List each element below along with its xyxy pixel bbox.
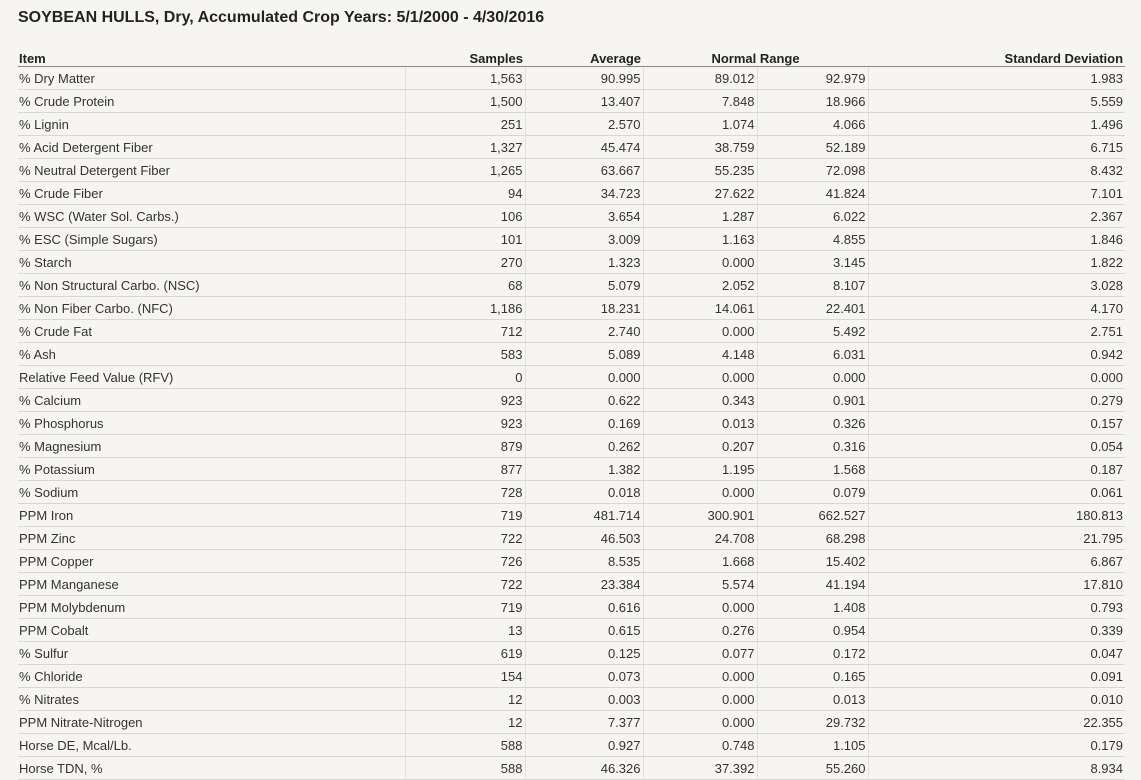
table-row <box>18 366 1125 389</box>
cell-standard-deviation: 1.822 <box>868 251 1125 274</box>
cell-normal-range-high: 0.326 <box>757 412 868 435</box>
table-row <box>18 573 1125 596</box>
cell-average: 3.654 <box>525 205 643 228</box>
cell-normal-range-low: 300.901 <box>643 504 757 527</box>
cell-normal-range-low: 0.000 <box>643 688 757 711</box>
cell-samples: 1,186 <box>405 297 525 320</box>
cell-average: 0.616 <box>525 596 643 619</box>
cell-normal-range-low: 1.287 <box>643 205 757 228</box>
cell-normal-range-low: 37.392 <box>643 757 757 780</box>
cell-standard-deviation: 6.867 <box>868 550 1125 573</box>
cell-samples: 94 <box>405 182 525 205</box>
cell-samples: 12 <box>405 711 525 734</box>
cell-normal-range-high: 0.954 <box>757 619 868 642</box>
cell-normal-range-low: 38.759 <box>643 136 757 159</box>
cell-average: 46.326 <box>525 757 643 780</box>
cell-normal-range-high: 4.066 <box>757 113 868 136</box>
cell-normal-range-low: 89.012 <box>643 67 757 90</box>
cell-normal-range-high: 41.824 <box>757 182 868 205</box>
cell-item: % Ash <box>18 343 405 366</box>
table-row <box>18 642 1125 665</box>
cell-normal-range-high: 22.401 <box>757 297 868 320</box>
cell-item: PPM Zinc <box>18 527 405 550</box>
cell-standard-deviation: 21.795 <box>868 527 1125 550</box>
cell-standard-deviation: 0.000 <box>868 366 1125 389</box>
cell-samples: 712 <box>405 320 525 343</box>
cell-average: 46.503 <box>525 527 643 550</box>
cell-standard-deviation: 2.367 <box>868 205 1125 228</box>
cell-normal-range-high: 1.408 <box>757 596 868 619</box>
cell-average: 45.474 <box>525 136 643 159</box>
table-row <box>18 412 1125 435</box>
table-row <box>18 251 1125 274</box>
cell-normal-range-high: 6.022 <box>757 205 868 228</box>
cell-standard-deviation: 3.028 <box>868 274 1125 297</box>
cell-average: 63.667 <box>525 159 643 182</box>
cell-item: % Crude Protein <box>18 90 405 113</box>
cell-item: Horse TDN, % <box>18 757 405 780</box>
cell-normal-range-high: 18.966 <box>757 90 868 113</box>
cell-average: 0.125 <box>525 642 643 665</box>
cell-samples: 728 <box>405 481 525 504</box>
cell-samples: 923 <box>405 389 525 412</box>
cell-average: 23.384 <box>525 573 643 596</box>
cell-standard-deviation: 0.942 <box>868 343 1125 366</box>
cell-normal-range-low: 24.708 <box>643 527 757 550</box>
cell-average: 2.570 <box>525 113 643 136</box>
header-normal-range: Normal Range <box>643 44 868 67</box>
cell-normal-range-high: 6.031 <box>757 343 868 366</box>
table-row <box>18 297 1125 320</box>
table-row <box>18 688 1125 711</box>
cell-normal-range-low: 0.000 <box>643 596 757 619</box>
cell-item: % Non Structural Carbo. (NSC) <box>18 274 405 297</box>
table-row <box>18 596 1125 619</box>
cell-item: % Crude Fiber <box>18 182 405 205</box>
cell-standard-deviation: 0.054 <box>868 435 1125 458</box>
cell-average: 7.377 <box>525 711 643 734</box>
table-row <box>18 481 1125 504</box>
cell-item: % Sulfur <box>18 642 405 665</box>
cell-standard-deviation: 0.157 <box>868 412 1125 435</box>
cell-samples: 619 <box>405 642 525 665</box>
cell-average: 481.714 <box>525 504 643 527</box>
cell-samples: 719 <box>405 504 525 527</box>
cell-normal-range-high: 0.079 <box>757 481 868 504</box>
cell-samples: 722 <box>405 527 525 550</box>
cell-average: 34.723 <box>525 182 643 205</box>
cell-normal-range-low: 1.074 <box>643 113 757 136</box>
cell-samples: 923 <box>405 412 525 435</box>
cell-normal-range-low: 0.343 <box>643 389 757 412</box>
cell-average: 0.000 <box>525 366 643 389</box>
cell-normal-range-high: 8.107 <box>757 274 868 297</box>
header-standard-deviation: Standard Deviation <box>868 44 1125 67</box>
cell-samples: 0 <box>405 366 525 389</box>
cell-normal-range-high: 0.000 <box>757 366 868 389</box>
cell-samples: 1,327 <box>405 136 525 159</box>
cell-item: % ESC (Simple Sugars) <box>18 228 405 251</box>
cell-average: 0.622 <box>525 389 643 412</box>
cell-standard-deviation: 0.061 <box>868 481 1125 504</box>
table-row <box>18 504 1125 527</box>
cell-standard-deviation: 4.170 <box>868 297 1125 320</box>
cell-normal-range-low: 0.077 <box>643 642 757 665</box>
table-row <box>18 205 1125 228</box>
page-title: SOYBEAN HULLS, Dry, Accumulated Crop Years: 5/1/2000 - 4/30/2016 <box>18 9 545 26</box>
cell-normal-range-high: 3.145 <box>757 251 868 274</box>
cell-samples: 1,500 <box>405 90 525 113</box>
header-samples: Samples <box>405 44 525 67</box>
cell-normal-range-low: 0.000 <box>643 481 757 504</box>
cell-average: 8.535 <box>525 550 643 573</box>
table-row <box>18 711 1125 734</box>
cell-standard-deviation: 180.813 <box>868 504 1125 527</box>
cell-item: PPM Cobalt <box>18 619 405 642</box>
cell-item: PPM Iron <box>18 504 405 527</box>
cell-normal-range-high: 0.316 <box>757 435 868 458</box>
cell-average: 18.231 <box>525 297 643 320</box>
cell-samples: 583 <box>405 343 525 366</box>
cell-standard-deviation: 0.279 <box>868 389 1125 412</box>
cell-samples: 68 <box>405 274 525 297</box>
table-row <box>18 159 1125 182</box>
cell-normal-range-low: 0.000 <box>643 366 757 389</box>
table-row <box>18 182 1125 205</box>
cell-item: PPM Molybdenum <box>18 596 405 619</box>
cell-standard-deviation: 0.179 <box>868 734 1125 757</box>
table-header-row <box>18 44 1125 67</box>
cell-normal-range-high: 52.189 <box>757 136 868 159</box>
cell-standard-deviation: 8.934 <box>868 757 1125 780</box>
header-average: Average <box>525 44 643 67</box>
cell-average: 13.407 <box>525 90 643 113</box>
cell-samples: 13 <box>405 619 525 642</box>
cell-samples: 719 <box>405 596 525 619</box>
cell-normal-range-low: 55.235 <box>643 159 757 182</box>
cell-item: % Neutral Detergent Fiber <box>18 159 405 182</box>
cell-item: % Dry Matter <box>18 67 405 90</box>
cell-item: % Acid Detergent Fiber <box>18 136 405 159</box>
cell-standard-deviation: 17.810 <box>868 573 1125 596</box>
cell-normal-range-low: 0.000 <box>643 711 757 734</box>
table-row <box>18 458 1125 481</box>
table-row <box>18 734 1125 757</box>
cell-standard-deviation: 5.559 <box>868 90 1125 113</box>
cell-normal-range-low: 0.207 <box>643 435 757 458</box>
cell-normal-range-high: 1.568 <box>757 458 868 481</box>
cell-average: 0.018 <box>525 481 643 504</box>
cell-item: % Phosphorus <box>18 412 405 435</box>
cell-normal-range-high: 72.098 <box>757 159 868 182</box>
cell-item: % Starch <box>18 251 405 274</box>
cell-standard-deviation: 8.432 <box>868 159 1125 182</box>
cell-average: 5.079 <box>525 274 643 297</box>
cell-standard-deviation: 0.047 <box>868 642 1125 665</box>
cell-item: PPM Copper <box>18 550 405 573</box>
cell-normal-range-high: 92.979 <box>757 67 868 90</box>
cell-normal-range-high: 4.855 <box>757 228 868 251</box>
cell-standard-deviation: 22.355 <box>868 711 1125 734</box>
table-body <box>18 67 1125 780</box>
cell-item: % Potassium <box>18 458 405 481</box>
cell-average: 2.740 <box>525 320 643 343</box>
cell-item: % Calcium <box>18 389 405 412</box>
cell-normal-range-low: 0.748 <box>643 734 757 757</box>
table-row <box>18 527 1125 550</box>
cell-average: 0.615 <box>525 619 643 642</box>
table-row <box>18 619 1125 642</box>
table-row <box>18 757 1125 780</box>
cell-average: 5.089 <box>525 343 643 366</box>
cell-samples: 154 <box>405 665 525 688</box>
cell-average: 0.262 <box>525 435 643 458</box>
cell-standard-deviation: 0.091 <box>868 665 1125 688</box>
table-row <box>18 90 1125 113</box>
cell-standard-deviation: 6.715 <box>868 136 1125 159</box>
cell-normal-range-high: 41.194 <box>757 573 868 596</box>
cell-standard-deviation: 2.751 <box>868 320 1125 343</box>
analysis-table <box>18 44 1125 780</box>
cell-item: % Chloride <box>18 665 405 688</box>
cell-item: % Magnesium <box>18 435 405 458</box>
cell-standard-deviation: 0.339 <box>868 619 1125 642</box>
cell-normal-range-low: 1.195 <box>643 458 757 481</box>
cell-normal-range-low: 0.013 <box>643 412 757 435</box>
cell-item: % Crude Fat <box>18 320 405 343</box>
cell-normal-range-high: 0.901 <box>757 389 868 412</box>
cell-normal-range-low: 7.848 <box>643 90 757 113</box>
cell-standard-deviation: 0.010 <box>868 688 1125 711</box>
cell-samples: 251 <box>405 113 525 136</box>
cell-average: 3.009 <box>525 228 643 251</box>
cell-samples: 270 <box>405 251 525 274</box>
cell-average: 0.003 <box>525 688 643 711</box>
table-row <box>18 274 1125 297</box>
cell-item: % Sodium <box>18 481 405 504</box>
cell-average: 0.073 <box>525 665 643 688</box>
cell-normal-range-high: 55.260 <box>757 757 868 780</box>
cell-normal-range-low: 0.000 <box>643 320 757 343</box>
cell-normal-range-high: 29.732 <box>757 711 868 734</box>
cell-normal-range-low: 14.061 <box>643 297 757 320</box>
cell-normal-range-high: 0.165 <box>757 665 868 688</box>
cell-standard-deviation: 0.187 <box>868 458 1125 481</box>
cell-item: % Nitrates <box>18 688 405 711</box>
cell-samples: 877 <box>405 458 525 481</box>
table-row <box>18 136 1125 159</box>
cell-item: % Non Fiber Carbo. (NFC) <box>18 297 405 320</box>
cell-samples: 588 <box>405 757 525 780</box>
table-row <box>18 435 1125 458</box>
cell-samples: 726 <box>405 550 525 573</box>
cell-normal-range-low: 4.148 <box>643 343 757 366</box>
cell-standard-deviation: 1.496 <box>868 113 1125 136</box>
cell-samples: 1,563 <box>405 67 525 90</box>
cell-samples: 722 <box>405 573 525 596</box>
cell-samples: 879 <box>405 435 525 458</box>
cell-normal-range-low: 0.000 <box>643 251 757 274</box>
cell-samples: 101 <box>405 228 525 251</box>
cell-item: Relative Feed Value (RFV) <box>18 366 405 389</box>
table-row <box>18 320 1125 343</box>
header-item: Item <box>18 44 405 67</box>
table-row <box>18 665 1125 688</box>
cell-normal-range-low: 5.574 <box>643 573 757 596</box>
cell-item: % WSC (Water Sol. Carbs.) <box>18 205 405 228</box>
cell-normal-range-high: 0.172 <box>757 642 868 665</box>
table-row <box>18 113 1125 136</box>
cell-samples: 106 <box>405 205 525 228</box>
cell-normal-range-low: 0.000 <box>643 665 757 688</box>
cell-normal-range-low: 27.622 <box>643 182 757 205</box>
cell-item: PPM Nitrate-Nitrogen <box>18 711 405 734</box>
cell-average: 1.323 <box>525 251 643 274</box>
table-row <box>18 228 1125 251</box>
cell-samples: 12 <box>405 688 525 711</box>
cell-normal-range-low: 2.052 <box>643 274 757 297</box>
cell-item: % Lignin <box>18 113 405 136</box>
cell-standard-deviation: 7.101 <box>868 182 1125 205</box>
cell-normal-range-high: 0.013 <box>757 688 868 711</box>
table-row <box>18 343 1125 366</box>
cell-item: PPM Manganese <box>18 573 405 596</box>
cell-average: 0.927 <box>525 734 643 757</box>
cell-standard-deviation: 0.793 <box>868 596 1125 619</box>
cell-average: 0.169 <box>525 412 643 435</box>
table-row <box>18 389 1125 412</box>
cell-average: 1.382 <box>525 458 643 481</box>
cell-normal-range-high: 5.492 <box>757 320 868 343</box>
cell-normal-range-low: 0.276 <box>643 619 757 642</box>
cell-normal-range-low: 1.668 <box>643 550 757 573</box>
cell-standard-deviation: 1.983 <box>868 67 1125 90</box>
cell-normal-range-high: 68.298 <box>757 527 868 550</box>
cell-item: Horse DE, Mcal/Lb. <box>18 734 405 757</box>
cell-standard-deviation: 1.846 <box>868 228 1125 251</box>
cell-samples: 588 <box>405 734 525 757</box>
cell-samples: 1,265 <box>405 159 525 182</box>
table-row <box>18 67 1125 90</box>
cell-normal-range-high: 662.527 <box>757 504 868 527</box>
cell-normal-range-high: 1.105 <box>757 734 868 757</box>
cell-normal-range-low: 1.163 <box>643 228 757 251</box>
cell-normal-range-high: 15.402 <box>757 550 868 573</box>
cell-average: 90.995 <box>525 67 643 90</box>
table-row <box>18 550 1125 573</box>
